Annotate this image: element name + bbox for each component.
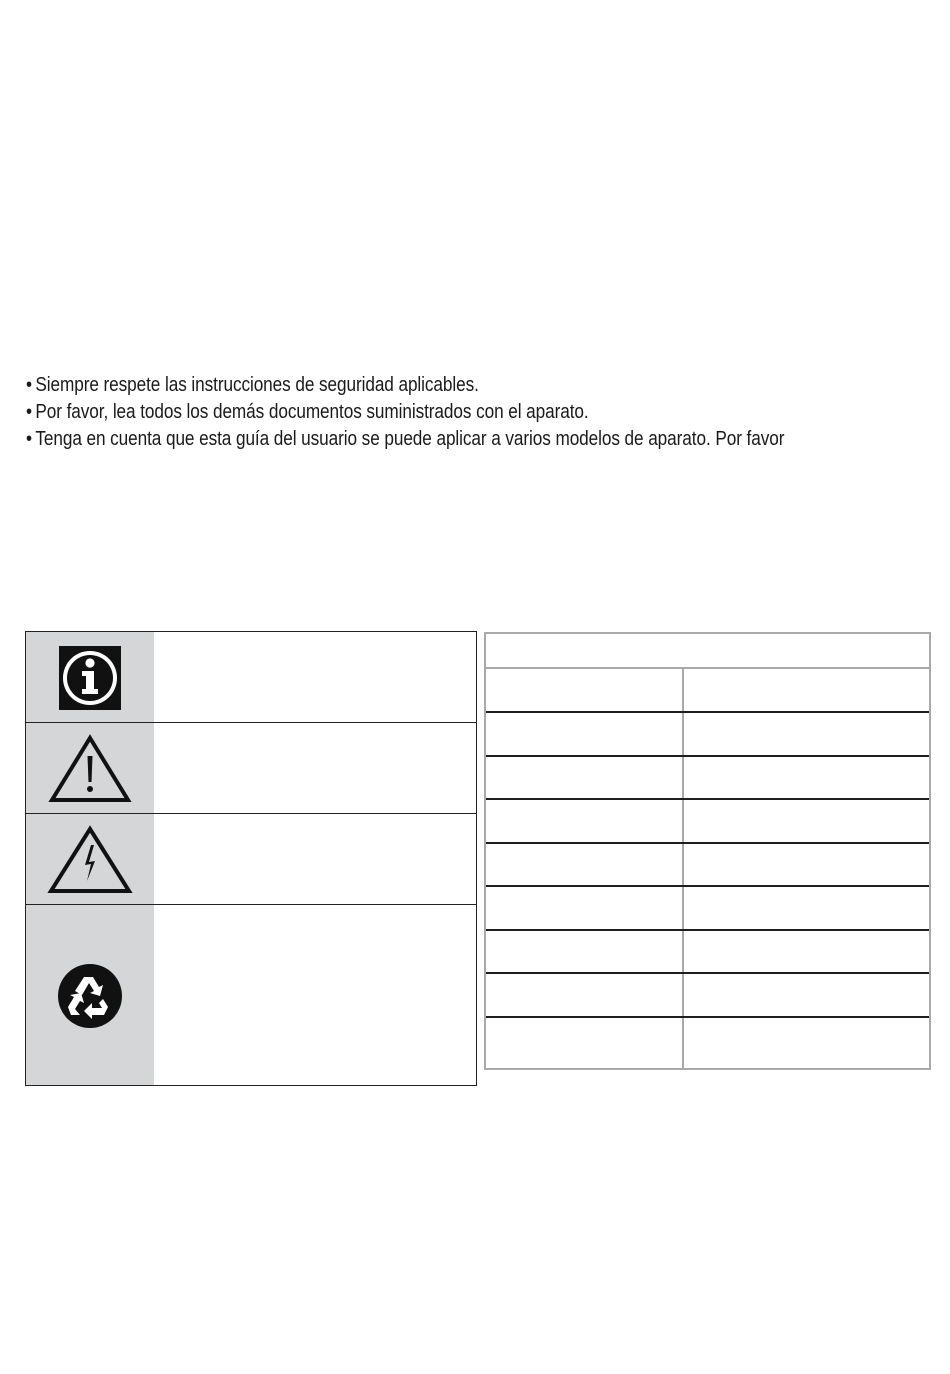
recycle-icon bbox=[57, 963, 123, 1029]
table-cell bbox=[486, 757, 682, 799]
symbols-table bbox=[25, 631, 477, 1086]
table-cell bbox=[684, 1018, 929, 1068]
table-cell bbox=[486, 713, 682, 755]
table-cell bbox=[684, 931, 929, 973]
instructions-list bbox=[26, 372, 926, 453]
symbols-row-electric bbox=[26, 814, 476, 905]
info-icon bbox=[59, 646, 121, 710]
table-cell bbox=[486, 844, 682, 886]
table-cell bbox=[486, 887, 682, 929]
table-cell bbox=[486, 669, 682, 711]
list-item: • Por favor, lea todos los demás documentos suministrados con el aparato. bbox=[26, 401, 589, 423]
symbols-row-info bbox=[26, 632, 476, 723]
table-cell bbox=[486, 800, 682, 842]
spec-table bbox=[484, 632, 931, 1070]
list-item: • Siempre respete las instrucciones de seguridad aplicables. bbox=[26, 374, 479, 396]
table-cell bbox=[684, 800, 929, 842]
table-cell bbox=[684, 974, 929, 1016]
symbols-row-warning bbox=[26, 723, 476, 814]
table-cell bbox=[486, 974, 682, 1016]
spec-table-header bbox=[486, 634, 929, 669]
warning-icon bbox=[48, 734, 132, 804]
electric-hazard-icon bbox=[47, 825, 133, 895]
table-cell bbox=[684, 844, 929, 886]
table-cell bbox=[684, 887, 929, 929]
list-item: • Tenga en cuenta que esta guía del usuario se puede aplicar a varios modelos de aparato. Por favor bbox=[26, 428, 785, 450]
table-cell bbox=[684, 713, 929, 755]
symbols-row-recycle bbox=[26, 905, 476, 1087]
table-cell bbox=[684, 757, 929, 799]
table-cell bbox=[486, 1018, 682, 1068]
table-cell bbox=[684, 669, 929, 711]
table-cell bbox=[486, 931, 682, 973]
